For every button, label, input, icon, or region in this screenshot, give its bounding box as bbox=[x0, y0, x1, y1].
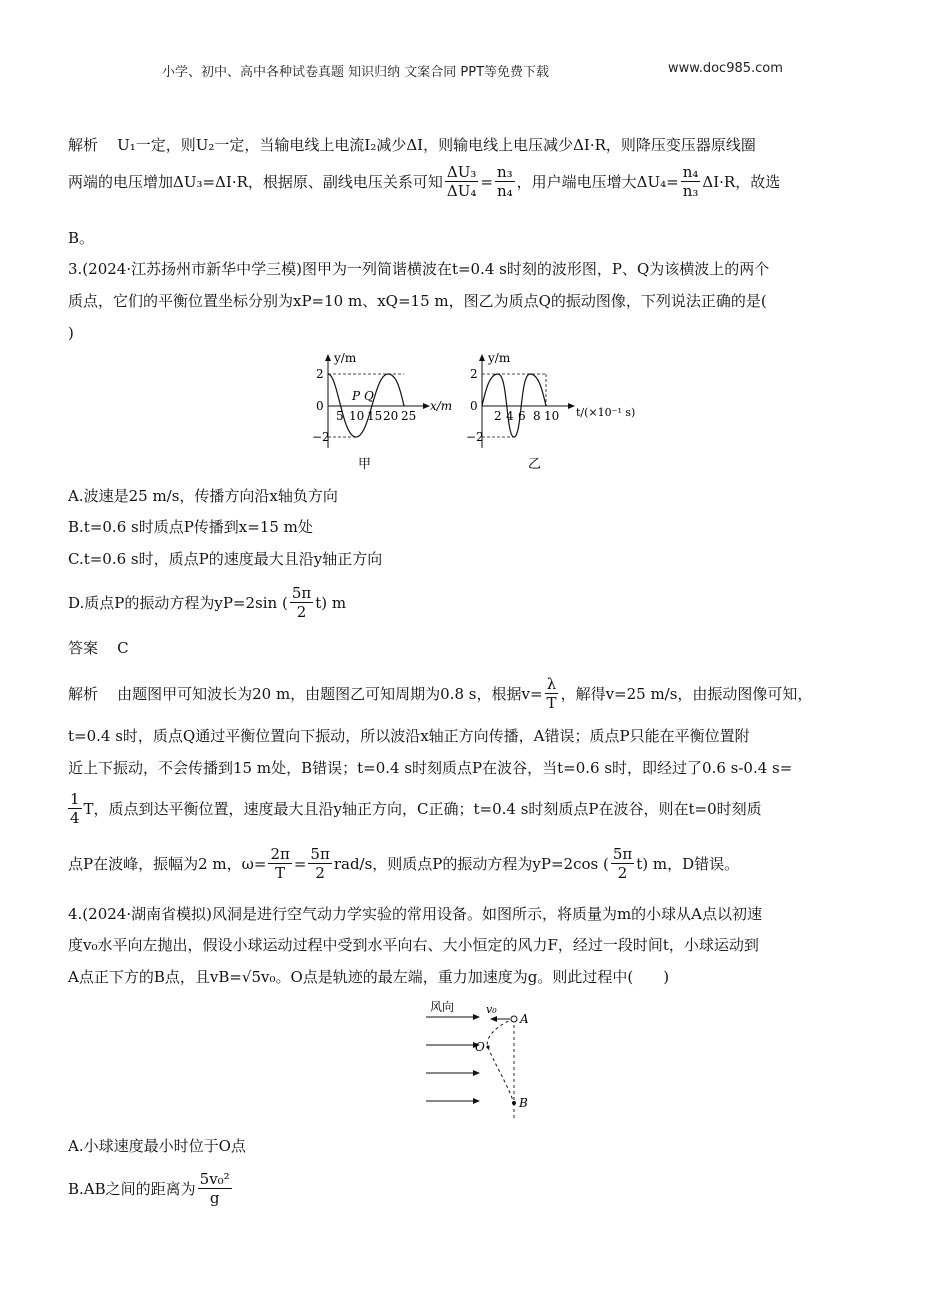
x-axis-label: x/m bbox=[430, 399, 453, 413]
q3-option-b: B.t=0.6 s时质点P传播到x=15 m处 bbox=[68, 518, 313, 536]
y-tick: −2 bbox=[466, 430, 484, 444]
point-o-label: O bbox=[475, 1040, 485, 1054]
answer-label: 答案 bbox=[68, 639, 99, 657]
point-q-label: Q bbox=[364, 389, 374, 403]
fraction: $\frac{2\pi}{T}$ bbox=[270, 845, 290, 882]
x-tick: 2 bbox=[494, 409, 502, 423]
q4-option-b: B.AB之间的距离为 $\frac{\text{5v₀²}}{g}$ bbox=[68, 1170, 230, 1207]
x-tick: 10 bbox=[349, 409, 365, 423]
fraction: $\frac{5\pi}{2}$ bbox=[310, 845, 330, 882]
x-tick: 4 bbox=[506, 409, 514, 423]
x-axis-label: t/(×10⁻¹ s) bbox=[576, 406, 636, 419]
q3-option-a: A.波速是25 m/s，传播方向沿x轴负方向 bbox=[68, 487, 338, 505]
q2-text2c: ΔI·R，故选 bbox=[702, 172, 781, 191]
q3-analysis-line3: 近上下振动，不会传播到15 m处，B错误；t=0.4 s时刻质点P在波谷，当t=0.6 s时，即经过了0.6 s-0.4 s= bbox=[68, 759, 793, 777]
q4-option-a: A.小球速度最小时位于O点 bbox=[68, 1137, 246, 1155]
q4-stem-line1: 4.(2024·湖南省模拟)风洞是进行空气动力学实验的常用设备。如图所示，将质量为m的小球从A点以初速 bbox=[68, 905, 763, 923]
q2-analysis-line2: 两端的电压增加ΔU₃=ΔI·R，根据原、副线电压关系可知 $\frac{\text{ΔU₃}}{\text{ΔU₄}}$ = $\frac{\text{n₃}}{\text{n₄}}$ ，用户端电压增大ΔU₄= $\frac{\text{n₄}}{\text{n₃}}$ ΔI·R，故选 bbox=[68, 163, 781, 200]
q2-analysis-line1 bbox=[68, 135, 756, 155]
q2-analysis-line3: B。 bbox=[68, 229, 95, 247]
fraction: $\frac{\text{n₄}}{\text{n₃}}$ bbox=[682, 163, 699, 200]
fraction: $\frac{\text{ΔU₃}}{\text{ΔU₄}}$ bbox=[446, 163, 477, 200]
q3-analysis-line4: $\frac{1}{4}$ T，质点到达平衡位置，速度最大且沿y轴正方向，C正确；t=0.4 s时刻质点P在波谷，则在t=0时刻质 bbox=[70, 790, 762, 827]
y-axis-label: y/m bbox=[334, 351, 357, 365]
q4-stem-line2: 度v₀水平向左抛出，假设小球运动过程中受到水平向右、大小恒定的风力F，经过一段时间t，小球运动到 bbox=[68, 936, 759, 954]
wind-tunnel-diagram bbox=[420, 995, 560, 1120]
q3-stem-line2: 质点，它们的平衡位置坐标分别为xP=10 m、xQ=15 m，图乙为质点Q的振动图像，下列说法正确的是( bbox=[68, 292, 767, 310]
y-tick: 0 bbox=[316, 399, 324, 413]
q3-stem-line3: ) bbox=[68, 324, 74, 342]
fraction: $\frac{5\pi}{2}$ bbox=[612, 845, 633, 882]
q3-answer bbox=[68, 638, 129, 658]
q3-analysis-line5: 点P在波峰，振幅为2 m，ω= $\frac{2\pi}{T}$ = $\frac{5\pi}{2}$ rad/s，则质点P的振动方程为yP=2cos ( $\frac{5\pi}{2}$ t) m，D错误。 bbox=[68, 845, 740, 882]
wind-direction-label: 风向 bbox=[430, 1000, 455, 1014]
fraction: $\frac{\lambda}{T}$ bbox=[546, 675, 557, 712]
y-tick: 2 bbox=[316, 367, 324, 381]
answer-value: C bbox=[117, 639, 129, 657]
page-header: 小学、初中、高中各种试卷真题 知识归纳 文案合同 PPT等免费下载 bbox=[162, 65, 550, 80]
x-tick: 8 bbox=[533, 409, 541, 423]
caption-jia: 甲 bbox=[358, 457, 372, 472]
caption-yi: 乙 bbox=[528, 457, 542, 472]
q3-option-d: D.质点P的振动方程为yP=2sin ( $\frac{5\pi}{2}$ t) m bbox=[68, 584, 347, 621]
q3-option-c: C.t=0.6 s时，质点P的速度最大且沿y轴正方向 bbox=[68, 550, 383, 568]
point-p-label: P bbox=[352, 389, 361, 403]
fraction: $\frac{\text{5v₀²}}{g}$ bbox=[199, 1170, 230, 1207]
q4-stem-line3: A点正下方的B点，且vB=√5v₀。O点是轨迹的最左端，重力加速度为g。则此过程中( ) bbox=[68, 968, 670, 986]
x-tick: 20 bbox=[383, 409, 399, 423]
x-tick: 10 bbox=[544, 409, 560, 423]
y-tick: 2 bbox=[470, 367, 478, 381]
analysis-label: 解析 bbox=[68, 136, 99, 154]
x-tick: 25 bbox=[401, 409, 417, 423]
point-a-label: A bbox=[520, 1012, 529, 1026]
q3-analysis-line1: 解析 由题图甲可知波长为20 m，由题图乙可知周期为0.8 s，根据v= $\frac{\lambda}{T}$ ，解得v=25 m/s，由振动图像可知， bbox=[68, 675, 813, 712]
x-tick: 5 bbox=[336, 409, 344, 423]
fraction: $\frac{5\pi}{2}$ bbox=[291, 584, 312, 621]
q3-analysis-line2: t=0.4 s时，质点Q通过平衡位置向下振动，所以波沿x轴正方向传播，A错误；质点P只能在平衡位置附 bbox=[68, 727, 750, 745]
fraction: $\frac{\text{n₃}}{\text{n₄}}$ bbox=[496, 163, 513, 200]
wave-graph-jia bbox=[300, 348, 460, 476]
point-b-label: B bbox=[519, 1096, 528, 1110]
fraction: $\frac{1}{4}$ bbox=[70, 790, 80, 827]
x-tick: 6 bbox=[518, 409, 526, 423]
q2-text1: U₁一定，则U₂一定，当输电线上电流I₂减少ΔI，则输电线上电压减少ΔI·R，则降压变压器原线圈 bbox=[117, 136, 756, 154]
q3-stem-line1: 3.(2024·江苏扬州市新华中学三模)图甲为一列简谐横波在t=0.4 s时刻的波形图，P、Q为该横波上的两个 bbox=[68, 260, 770, 278]
y-tick: 0 bbox=[470, 399, 478, 413]
header-site: www.doc985.com bbox=[668, 61, 783, 76]
analysis-label: 解析 bbox=[68, 684, 99, 703]
x-tick: 15 bbox=[367, 409, 383, 423]
vibration-graph-yi bbox=[460, 348, 650, 476]
y-tick: −2 bbox=[312, 430, 330, 444]
y-axis-label: y/m bbox=[488, 351, 511, 365]
q2-text2a: 两端的电压增加ΔU₃=ΔI·R，根据原、副线电压关系可知 bbox=[68, 172, 443, 191]
q2-text2b: ，用户端电压增大ΔU₄= bbox=[516, 172, 679, 191]
v0-label: v₀ bbox=[486, 1003, 497, 1016]
